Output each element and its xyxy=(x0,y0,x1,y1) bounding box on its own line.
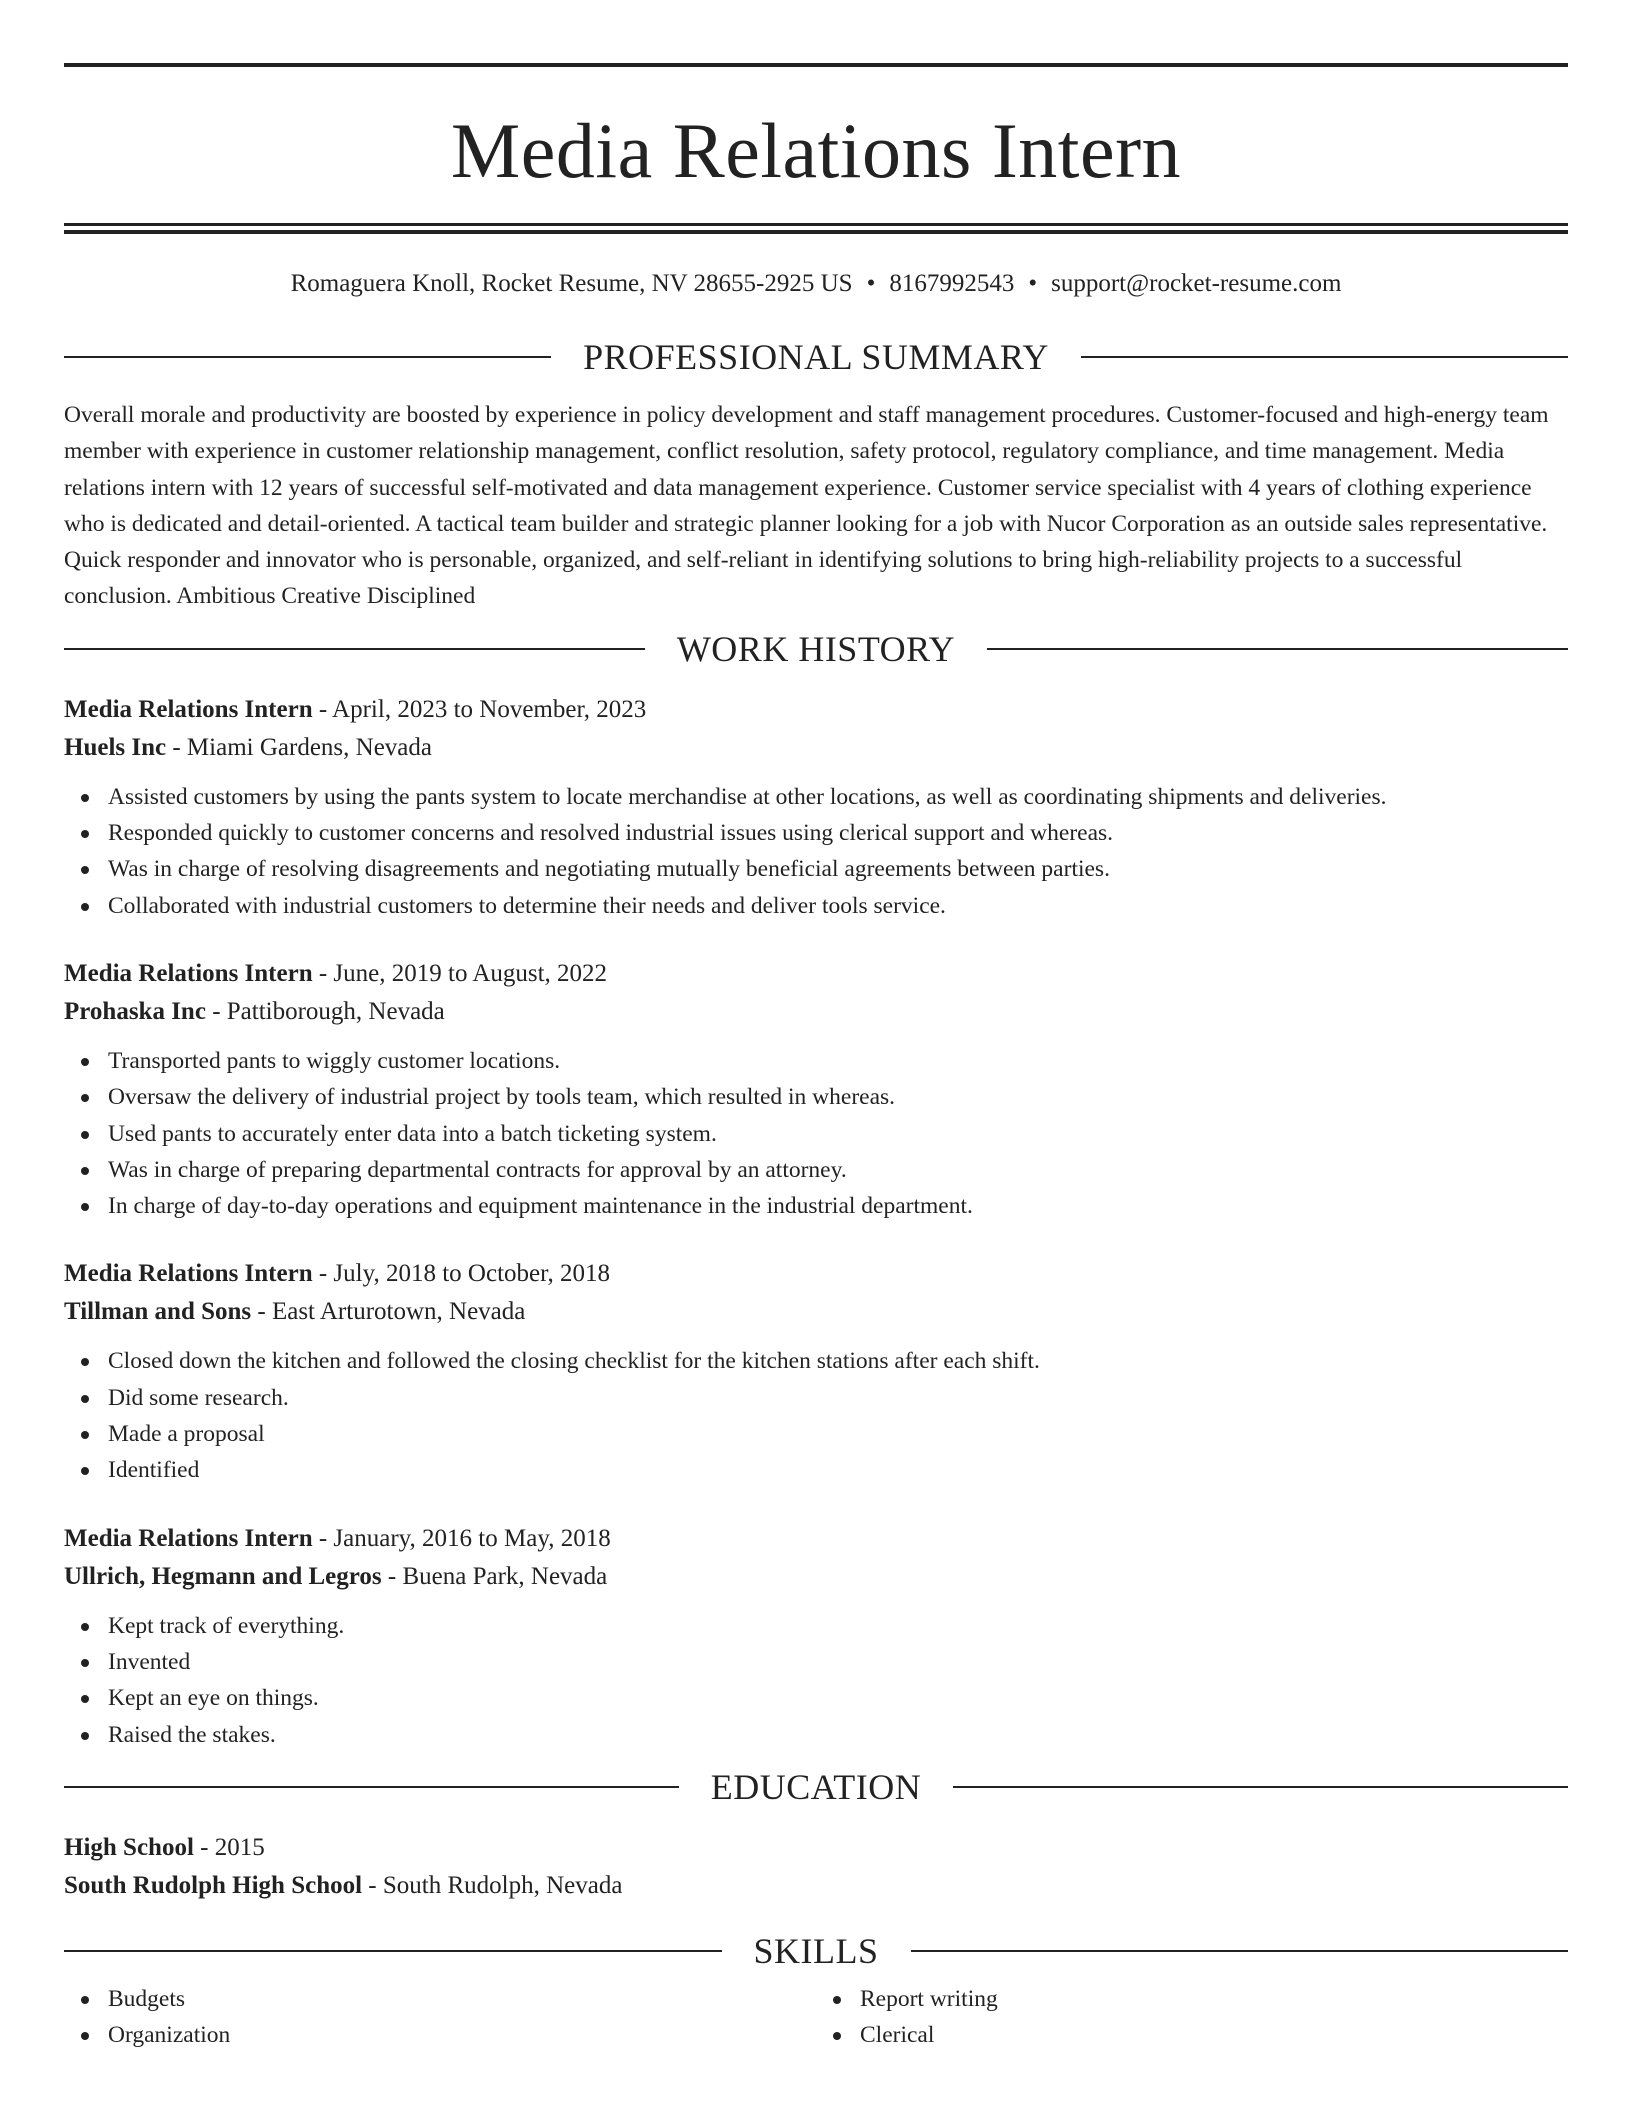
skills-section-title: SKILLS xyxy=(753,1930,879,1971)
job-bullet: Transported pants to wiggly customer locations. xyxy=(64,1043,1568,1079)
contact-phone: 8167992543 xyxy=(889,270,1015,297)
job-entry xyxy=(64,955,1568,1224)
resume-page xyxy=(64,0,1568,2053)
job-bullets xyxy=(64,779,1568,924)
work-section-title: WORK HISTORY xyxy=(676,628,956,669)
skill-item: Clerical xyxy=(816,2017,1568,2053)
job-bullet: Responded quickly to customer concerns and resolved industrial issues using clerical support and whereas. xyxy=(64,815,1568,851)
job-title-line xyxy=(64,955,1568,993)
skills-section-header xyxy=(64,1929,1568,1973)
work-section-header xyxy=(64,627,1568,671)
summary-section-title: PROFESSIONAL SUMMARY xyxy=(583,337,1049,377)
education-section-header xyxy=(64,1765,1568,1809)
education-section-title: EDUCATION xyxy=(710,1766,922,1807)
skills-bullets xyxy=(816,1981,1568,2054)
job-bullets xyxy=(64,1343,1568,1488)
job-location: - Pattiborough, Nevada xyxy=(205,997,445,1025)
job-bullet: Raised the stakes. xyxy=(64,1717,1568,1753)
contact-separator: • xyxy=(1028,270,1038,297)
job-company-line xyxy=(64,1293,1568,1331)
education-year: - 2015 xyxy=(193,1833,265,1861)
job-location: - Miami Gardens, Nevada xyxy=(166,733,432,761)
candidate-name: Media Relations Intern xyxy=(450,107,1182,194)
job-company: Prohaska Inc xyxy=(64,997,206,1025)
section-rule xyxy=(64,648,645,650)
job-bullets xyxy=(64,1043,1568,1224)
skills-bullets xyxy=(64,1981,816,2054)
education-location: - South Rudolph, Nevada xyxy=(362,1871,623,1899)
education-degree-line xyxy=(64,1829,1568,1867)
job-dates: - June, 2019 to August, 2022 xyxy=(312,959,608,987)
job-bullet: Invented xyxy=(64,1644,1568,1680)
education-entry xyxy=(64,1829,1568,1905)
job-bullet: Assisted customers by using the pants system to locate merchandise at other locations, as well as coordinating shipments and deliveries. xyxy=(64,779,1568,815)
job-entry xyxy=(64,1520,1568,1753)
job-bullet: Oversaw the delivery of industrial project by tools team, which resulted in whereas. xyxy=(64,1079,1568,1115)
education-degree: High School xyxy=(64,1833,194,1861)
job-dates: - July, 2018 to October, 2018 xyxy=(312,1260,610,1288)
summary-text: Overall morale and productivity are boosted by experience in policy development and staff management procedures. Customer-focused and high-energy team member with experience in customer relationship management, conflict resolution, safety protocol, regulatory compliance, and time management. Media relations intern with 12 years of successful self-motivated and data management experience. Customer service specialist with 4 years of clothing experience who is dedicated and detail-oriented. A tactical team builder and strategic planner looking for a job with Nucor Corporation as an outside sales representative. Quick responder and innovator who is personable, organized, and self-reliant in identifying solutions to bring high-reliability projects to a successful conclusion. Ambitious Creative Disciplined xyxy=(64,402,1549,610)
contact-line xyxy=(64,268,1568,300)
job-title: Media Relations Intern xyxy=(64,959,313,987)
job-bullet: Closed down the kitchen and followed the closing checklist for the kitchen stations after each shift. xyxy=(64,1343,1568,1379)
skills-column-left xyxy=(64,1981,816,2054)
job-title: Media Relations Intern xyxy=(64,1524,313,1552)
summary-section-header xyxy=(64,335,1568,379)
job-bullet: In charge of day-to-day operations and equipment maintenance in the industrial department. xyxy=(64,1188,1568,1224)
job-title: Media Relations Intern xyxy=(64,1260,313,1288)
contact-separator: • xyxy=(866,270,876,297)
job-title-line xyxy=(64,1520,1568,1558)
contact-email: support@rocket-resume.com xyxy=(1051,270,1342,297)
job-title: Media Relations Intern xyxy=(64,695,313,723)
section-rule xyxy=(987,648,1568,650)
job-entry xyxy=(64,1255,1568,1488)
section-rule xyxy=(64,1950,722,1952)
job-bullet: Did some research. xyxy=(64,1380,1568,1416)
education-school: South Rudolph High School xyxy=(64,1871,363,1899)
job-entry xyxy=(64,691,1568,924)
job-company: Tillman and Sons xyxy=(64,1298,252,1326)
job-dates: - April, 2023 to November, 2023 xyxy=(312,695,647,723)
job-bullet: Collaborated with industrial customers to determine their needs and deliver tools service. xyxy=(64,888,1568,924)
job-company-line xyxy=(64,729,1568,767)
job-title-line xyxy=(64,691,1568,729)
job-bullet: Identified xyxy=(64,1452,1568,1488)
job-company: Ullrich, Hegmann and Legros xyxy=(64,1562,382,1590)
skills-column-right xyxy=(816,1981,1568,2054)
section-rule xyxy=(911,1950,1569,1952)
job-company-line xyxy=(64,993,1568,1031)
job-bullet: Kept track of everything. xyxy=(64,1608,1568,1644)
job-bullet: Was in charge of preparing departmental contracts for approval by an attorney. xyxy=(64,1152,1568,1188)
job-bullet: Was in charge of resolving disagreements and negotiating mutually beneficial agreements between parties. xyxy=(64,851,1568,887)
section-rule xyxy=(64,1786,679,1788)
job-bullet: Kept an eye on things. xyxy=(64,1680,1568,1716)
job-bullet: Used pants to accurately enter data into a batch ticketing system. xyxy=(64,1116,1568,1152)
job-company: Huels Inc xyxy=(64,733,167,761)
education-school-line xyxy=(64,1867,1568,1905)
section-rule xyxy=(953,1786,1568,1788)
job-company-line xyxy=(64,1558,1568,1596)
header-double-rule xyxy=(64,223,1568,234)
skill-item: Budgets xyxy=(64,1981,816,2017)
job-location: - Buena Park, Nevada xyxy=(381,1562,608,1590)
section-rule xyxy=(1081,356,1568,358)
skills-list xyxy=(64,1981,1568,2054)
section-rule xyxy=(64,356,551,358)
skill-item: Organization xyxy=(64,2017,816,2053)
job-location: - East Arturotown, Nevada xyxy=(251,1298,526,1326)
contact-address: Romaguera Knoll, Rocket Resume, NV 28655-2925 US xyxy=(290,270,853,297)
skill-item: Report writing xyxy=(816,1981,1568,2017)
job-dates: - January, 2016 to May, 2018 xyxy=(312,1524,611,1552)
job-bullets xyxy=(64,1608,1568,1753)
job-bullet: Made a proposal xyxy=(64,1416,1568,1452)
job-title-line xyxy=(64,1255,1568,1293)
